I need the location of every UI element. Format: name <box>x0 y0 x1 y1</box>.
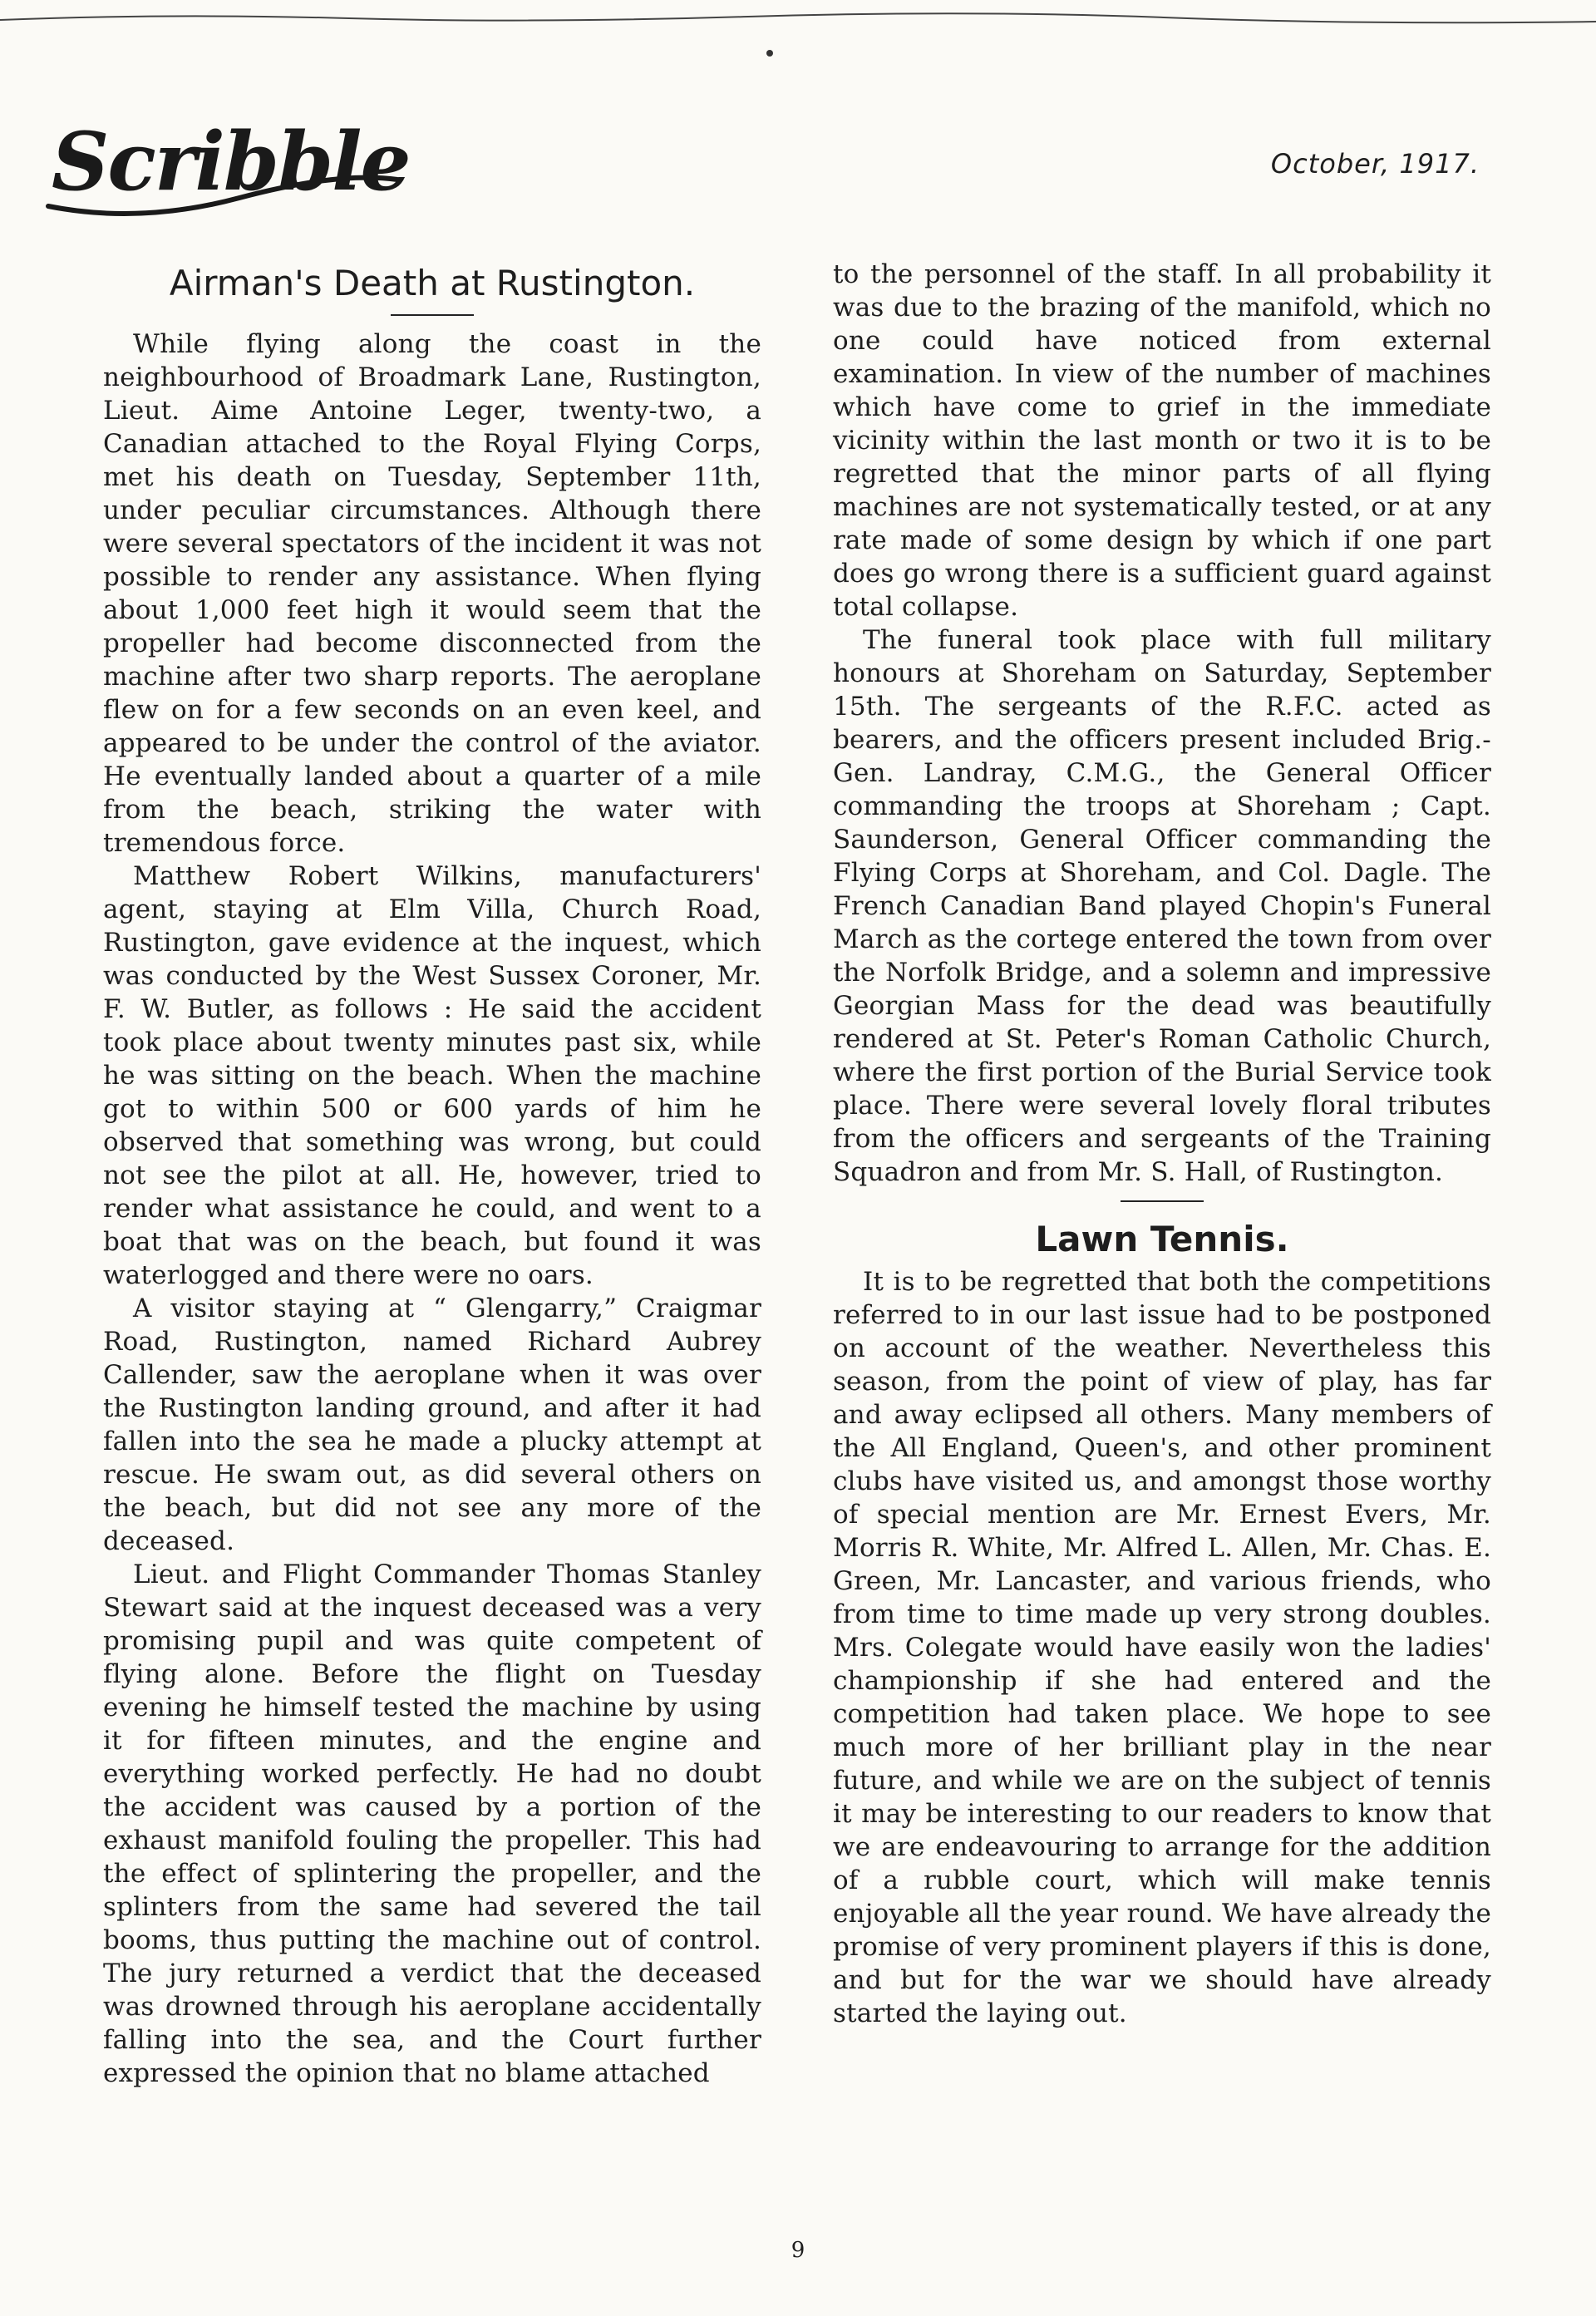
issue-date: October, 1917. <box>1270 148 1480 180</box>
article-paragraph: A visitor staying at “ Glengarry,” Craigmar Road, Rustington, named Richard Aubrey Callender, saw the aeroplane when it was over the Rustington landing ground, and after it had fallen into the sea he made a plucky attempt at rescue. He swam out, as did several others on the beach, but did not see any more of the deceased. <box>103 1294 761 1556</box>
article-paragraph: While flying along the coast in the neighbourhood of Broadmark Lane, Rustington, Lieut. Aime Antoine Leger, twenty-two, a Canadian attached to the Royal Flying Corps, met his death on Tuesday, September 11th, under peculiar circumstances. Although there were several spectators of the incident it was not possible to render any assistance. When flying about 1,000 feet high it would seem that the propeller had become disconnected from the machine after two sharp reports. The aeroplane flew on for a few seconds on an even keel, and appeared to be under the control of the aviator. He eventually landed about a quarter of a mile from the beach, striking the water with tremendous force. <box>103 329 761 858</box>
article-paragraph: Lieut. and Flight Commander Thomas Stanley Stewart said at the inquest deceased was a very promising pupil and was quite competent of flying alone. Before the flight on Tuesday evening he himself tested the machine by using it for fifteen minutes, and the engine and everything worked perfectly. He had no doubt the accident was caused by a portion of the exhaust manifold fouling the propeller. This had the effect of splintering the propeller, and the splinters from the same had severed the tail booms, thus putting the machine out of control. The jury returned a verdict that the deceased was drowned through his aeroplane accidentally falling into the sea, and the Court further expressed the opinion that no blame attached <box>103 1560 761 2088</box>
headline-rule <box>391 314 474 316</box>
article-tennis-headline: Lawn Tennis. <box>1035 1219 1289 1259</box>
print-dot <box>766 50 773 57</box>
page-number: 9 <box>791 2238 805 2263</box>
article-continuation: to the personnel of the staff. In all probability it was due to the brazing of the manifold, which no one could have noticed from external examination. In view of the number of machines which have come to grief in the immediate vicinity within the last month or two it is to be regretted that the minor parts of all flying machines are not systematically tested, or at any rate made of some design by which if one part does go wrong there is a sufficient guard against total collapse. <box>833 259 1491 622</box>
article-airman-headline: Airman's Death at Rustington. <box>169 263 696 303</box>
article-paragraph: Matthew Robert Wilkins, manufacturers' agent, staying at Elm Villa, Church Road, Rustington, gave evidence at the inquest, which was conducted by the West Sussex Coroner, Mr. F. W. Butler, as follows : He said the accident took place about twenty minutes past six, while he was sitting on the beach. When the machine got to within 500 or 600 yards of him he observed that something was wrong, but could not see the pilot at all. He, however, tried to render what assistance he could, and went to a boat that was on the beach, but found it was waterlogged and there were no oars. <box>103 861 761 1290</box>
right-column <box>833 258 1491 2030</box>
section-divider <box>1121 1200 1204 1202</box>
masthead-title: Scribble <box>52 115 410 209</box>
article-paragraph-funeral: The funeral took place with full military honours at Shoreham on Saturday, September 15th. The sergeants of the R.F.C. acted as bearers, and the officers present included Brig.-Gen. Landray, C.M.G., the General Officer commanding the troops at Shoreham ; Capt. Saunderson, General Officer commanding the Flying Corps at Shoreham, and Col. Dagle. The French Canadian Band played Chopin's Funeral March as the cortege entered the town from over the Norfolk Bridge, and a solemn and impressive Georgian Mass for the dead was beautifully rendered at St. Peter's Roman Catholic Church, where the first portion of the Burial Service took place. There were several lovely floral tributes from the officers and sergeants of the Training Squadron and from Mr. S. Hall, of Rustington. <box>833 625 1491 1187</box>
top-edge-rule <box>0 5 1596 30</box>
masthead-logo <box>40 100 422 233</box>
article-paragraph: It is to be regretted that both the competitions referred to in our last issue had to be postponed on account of the weather. Nevertheless this season, from the point of view of play, has far and away eclipsed all others. Many members of the All England, Queen's, and other prominent clubs have visited us, and amongst those worthy of special mention are Mr. Ernest Evers, Mr. Morris R. White, Mr. Alfred L. Allen, Mr. Chas. E. Green, Mr. Lancaster, and various friends, who from time to time made up very strong doubles. Mrs. Colegate would have easily won the ladies' championship if she had entered and the competition had taken place. We hope to see much more of her brilliant play in the near future, and while we are on the subject of tennis it may be interesting to our readers to know that we are endeavouring to arrange for the addition of a rubble court, which will make tennis enjoyable all the year round. We have already the promise of very prominent players if this is done, and but for the war we should have already started the laying out. <box>833 1267 1491 2028</box>
left-column <box>103 258 761 2090</box>
